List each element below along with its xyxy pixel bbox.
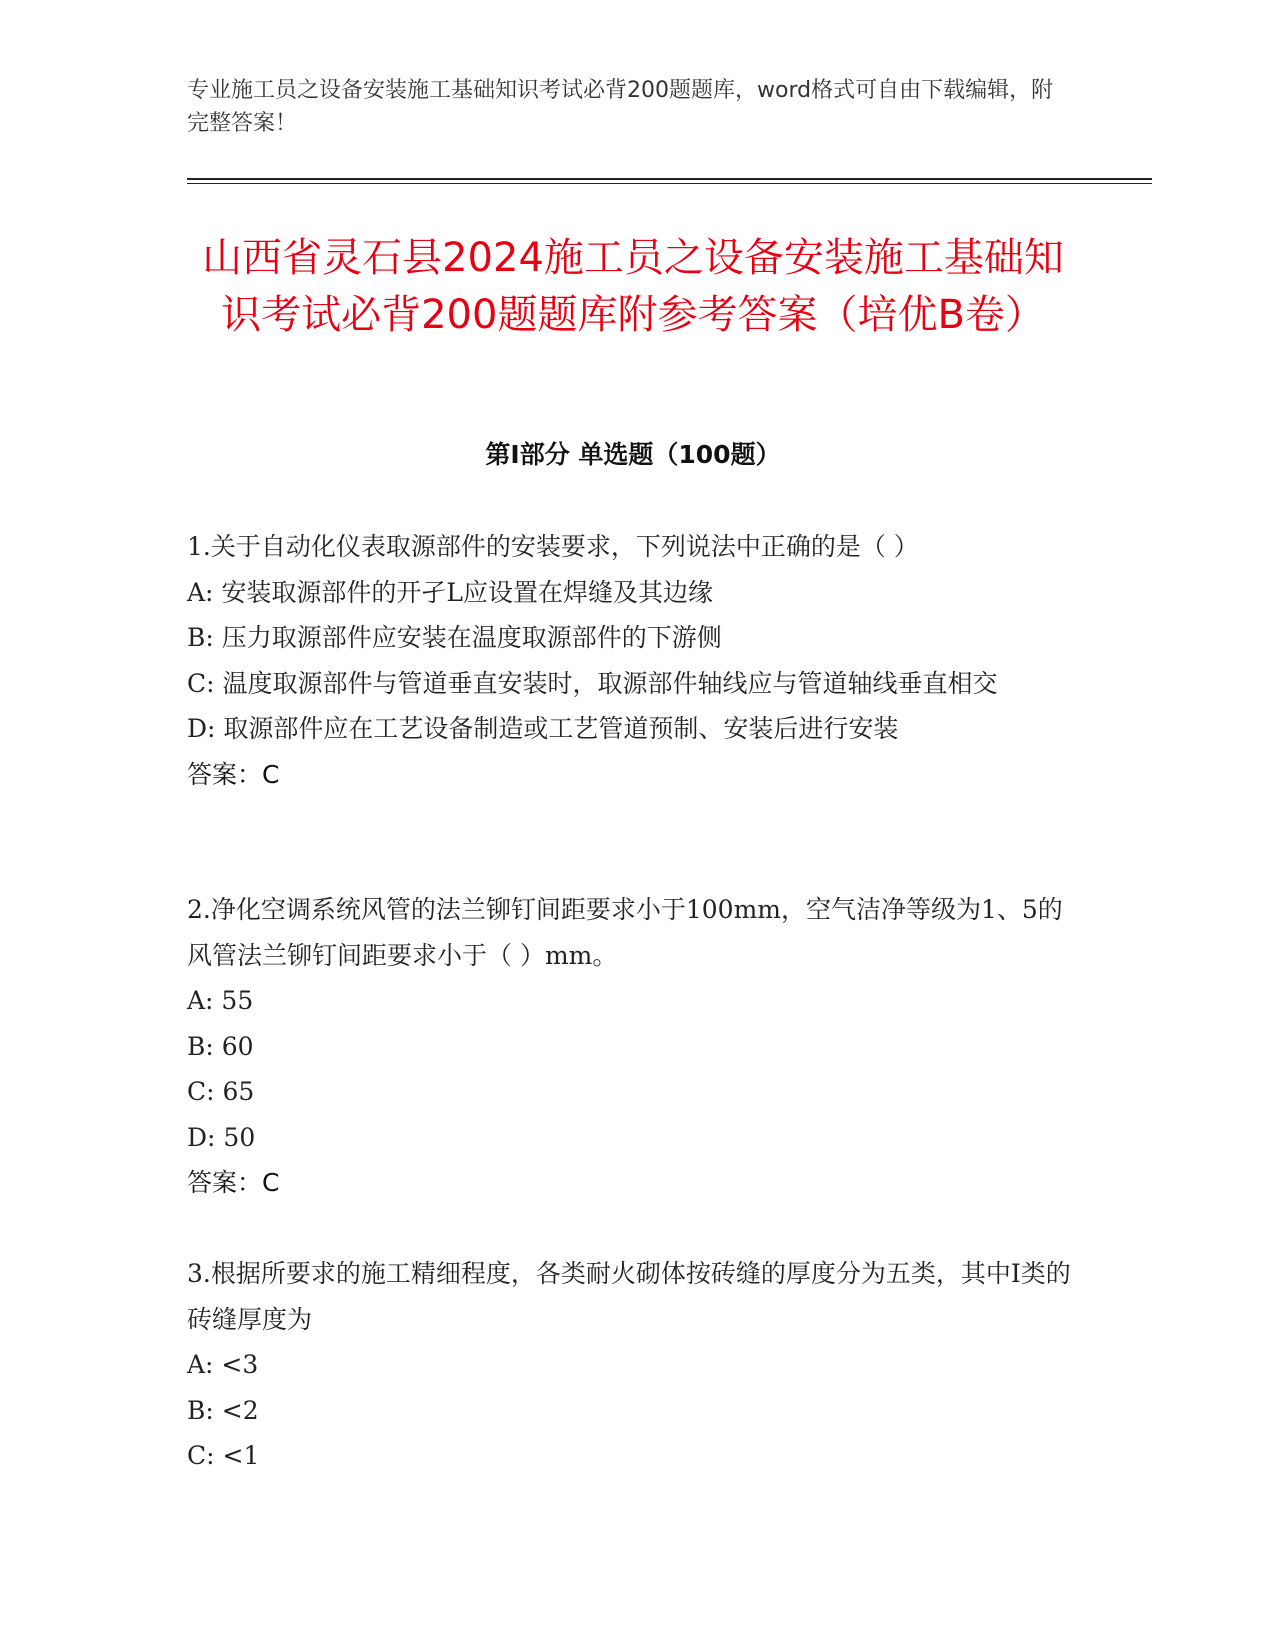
header-divider-thick (187, 178, 1152, 180)
answer: 答案：C (187, 1168, 280, 1197)
option-c: C: 温度取源部件与管道垂直安装时，取源部件轴线应与管道轴线垂直相交 (187, 668, 998, 698)
option-d: D: 取源部件应在工艺设备制造或工艺管道预制、安装后进行安装 (187, 714, 899, 743)
question-stem: 3.根据所要求的施工精细程度，各类耐火砌体按砖缝的厚度分为五类，其中Ⅰ类的砖缝厚度为 (187, 1259, 1071, 1334)
option-a: A: 55 (187, 986, 254, 1015)
document-title: 山西省灵石县2024施工员之设备安装施工基础知识考试必背200题题库附参考答案（培优B卷） (202, 235, 1064, 338)
option-b: B: 压力取源部件应安装在温度取源部件的下游侧 (187, 623, 722, 652)
question-stem: 1.关于自动化仪表取源部件的安装要求，下列说法中正确的是（ ） (187, 532, 919, 561)
answer: 答案：C (187, 759, 280, 789)
option-a: A: 安装取源部件的开孑L应设置在焊缝及其边缘 (187, 577, 714, 607)
option-c: C: 65 (187, 1077, 255, 1106)
header-divider-thin (187, 183, 1152, 184)
option-a: A: <3 (187, 1350, 259, 1379)
question-2 (187, 887, 1077, 1206)
question-stem: 2.净化空调系统风管的法兰铆钉间距要求小于100mm，空气洁净等级为1、5的风管法兰铆钉间距要求小于（ ）mm。 (187, 895, 1063, 970)
option-b: B: 60 (187, 1031, 254, 1061)
question-3 (187, 1251, 1077, 1479)
option-c: C: <1 (187, 1441, 260, 1470)
option-b: B: <2 (187, 1395, 259, 1425)
header-note: 专业施工员之设备安装施工基础知识考试必背200题题库，word格式可自由下载编辑，附完整答案！ (187, 78, 1054, 136)
question-1 (187, 524, 1077, 797)
option-d: D: 50 (187, 1122, 256, 1152)
section-heading: 第Ⅰ部分 单选题（100题） (485, 440, 781, 469)
